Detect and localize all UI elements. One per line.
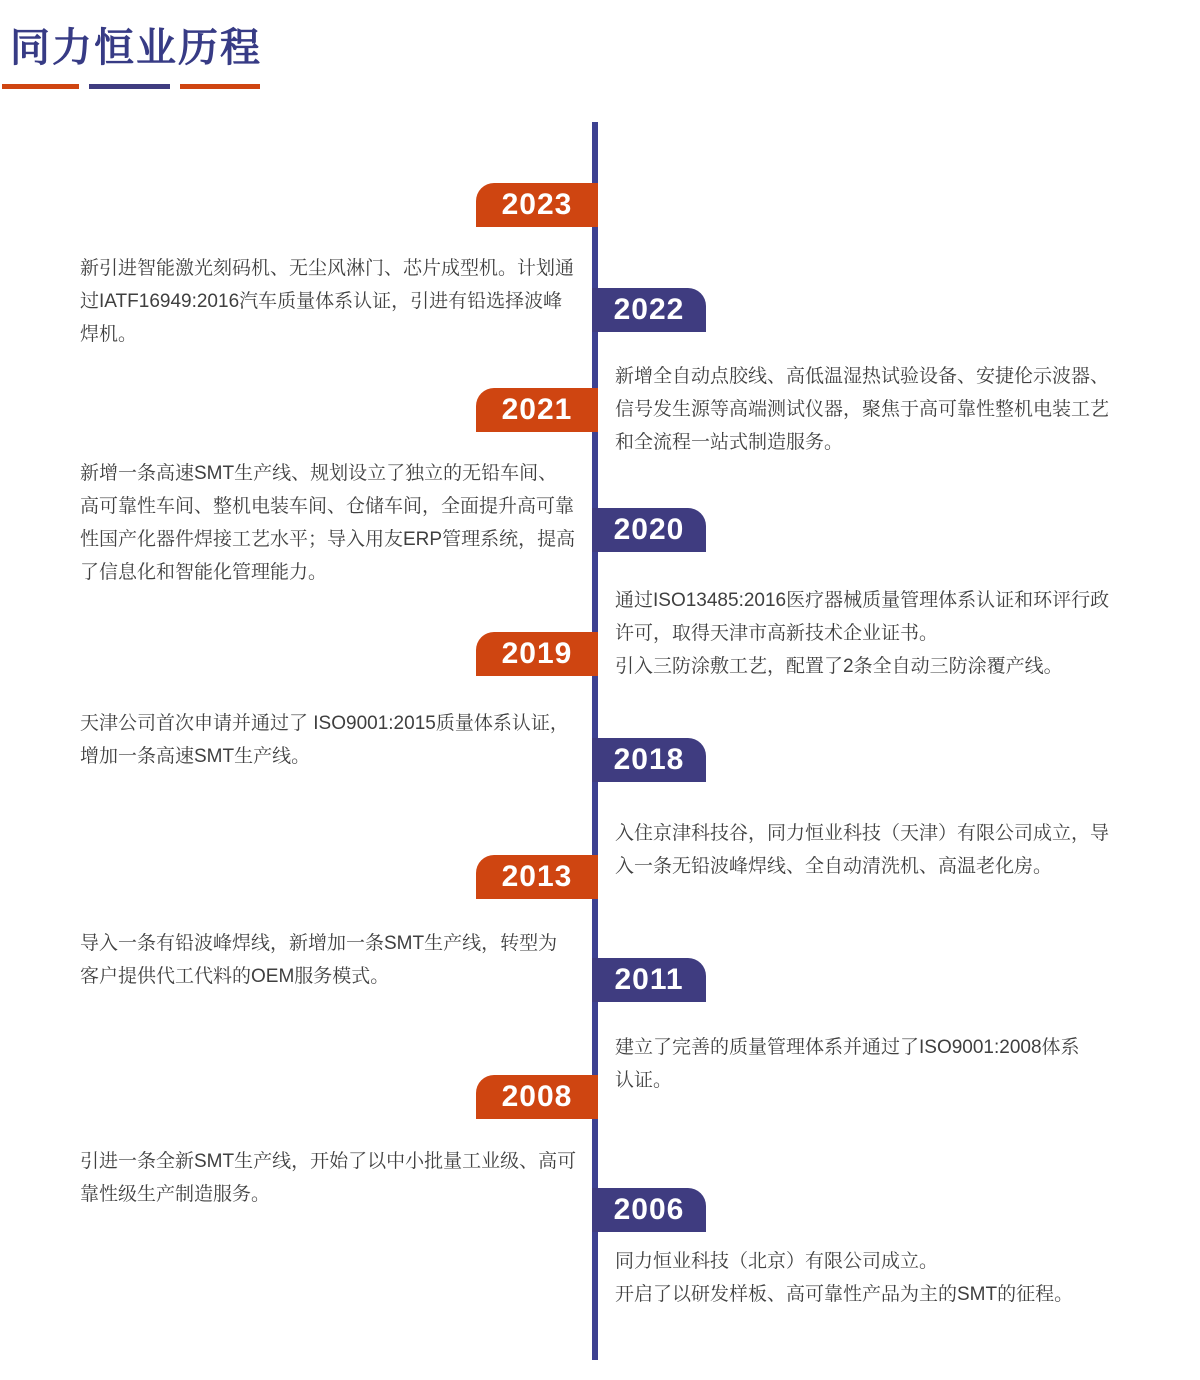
milestone-text-line: 认证。 [615, 1070, 673, 1091]
milestone-text-line: 通过ISO13485:2016医疗器械质量管理体系认证和环评行政 [615, 590, 1110, 611]
milestone-text-line: 许可，取得天津市高新技术企业证书。 [615, 623, 939, 644]
year-badge-2020: 2020 [592, 508, 706, 552]
milestone-text-line: 天津公司首次申请并通过了 ISO9001:2015质量体系认证， [80, 713, 569, 734]
milestone-text-line: 入住京津科技谷，同力恒业科技（天津）有限公司成立，导 [615, 823, 1110, 844]
milestone-text-2021 [80, 457, 592, 589]
milestone-text-2020 [615, 584, 1160, 683]
milestone-text-line: 开启了以研发样板、高可靠性产品为主的SMT的征程。 [615, 1284, 1074, 1305]
milestone-text-line: 引进一条全新SMT生产线，开始了以中小批量工业级、高可 [80, 1151, 577, 1172]
milestone-text-line: 建立了完善的质量管理体系并通过了ISO9001:2008体系 [615, 1037, 1080, 1058]
milestone-text-line: 引入三防涂敷工艺，配置了2条全自动三防涂覆产线。 [615, 656, 1063, 677]
milestone-text-line: 新增一条高速SMT生产线、规划设立了独立的无铅车间、 [80, 463, 558, 484]
title-underline-bar [180, 84, 260, 89]
milestone-text-2013 [80, 927, 592, 993]
year-badge-2013: 2013 [476, 855, 598, 899]
milestone-text-line: 靠性级生产制造服务。 [80, 1184, 271, 1205]
milestone-text-2006 [615, 1245, 1160, 1311]
milestone-text-line: 客户提供代工代料的OEM服务模式。 [80, 966, 390, 987]
milestone-text-line: 新引进智能激光刻码机、无尘风淋门、芯片成型机。计划通 [80, 258, 575, 279]
milestone-text-line: 和全流程一站式制造服务。 [615, 432, 844, 453]
title-underline-bar [89, 84, 170, 89]
milestone-text-line: 入一条无铅波峰焊线、全自动清洗机、高温老化房。 [615, 856, 1053, 877]
milestone-text-line: 增加一条高速SMT生产线。 [80, 746, 311, 767]
year-badge-2022: 2022 [592, 288, 706, 332]
year-badge-2008: 2008 [476, 1075, 598, 1119]
milestone-text-line: 导入一条有铅波峰焊线，新增加一条SMT生产线，转型为 [80, 933, 558, 954]
year-badge-2021: 2021 [476, 388, 598, 432]
milestone-text-line: 新增全自动点胶线、高低温湿热试验设备、安捷伦示波器、 [615, 366, 1110, 387]
milestone-text-line: 焊机。 [80, 324, 138, 345]
milestone-text-line: 过IATF16949:2016汽车质量体系认证，引进有铅选择波峰 [80, 291, 563, 312]
milestone-text-line: 同力恒业科技（北京）有限公司成立。 [615, 1251, 939, 1272]
title-underline [0, 84, 300, 89]
year-badge-2023: 2023 [476, 183, 598, 227]
milestone-text-line: 高可靠性车间、整机电装车间、仓储车间，全面提升高可靠 [80, 496, 575, 517]
milestone-text-2023 [80, 252, 592, 351]
year-badge-2011: 2011 [592, 958, 706, 1002]
page-title: 同力恒业历程 [10, 26, 262, 70]
milestone-text-2019 [80, 707, 592, 773]
milestone-text-line: 性国产化器件焊接工艺水平；导入用友ERP管理系统，提高 [80, 529, 576, 550]
year-badge-2018: 2018 [592, 738, 706, 782]
milestone-text-2011 [615, 1031, 1160, 1097]
milestone-text-line: 信号发生源等高端测试仪器，聚焦于高可靠性整机电装工艺 [615, 399, 1110, 420]
title-underline-bar [2, 84, 79, 89]
milestone-text-2022 [615, 360, 1160, 459]
year-badge-2019: 2019 [476, 632, 598, 676]
milestone-text-2018 [615, 817, 1160, 883]
milestone-text-2008 [80, 1145, 592, 1211]
milestone-text-line: 了信息化和智能化管理能力。 [80, 562, 328, 583]
year-badge-2006: 2006 [592, 1188, 706, 1232]
